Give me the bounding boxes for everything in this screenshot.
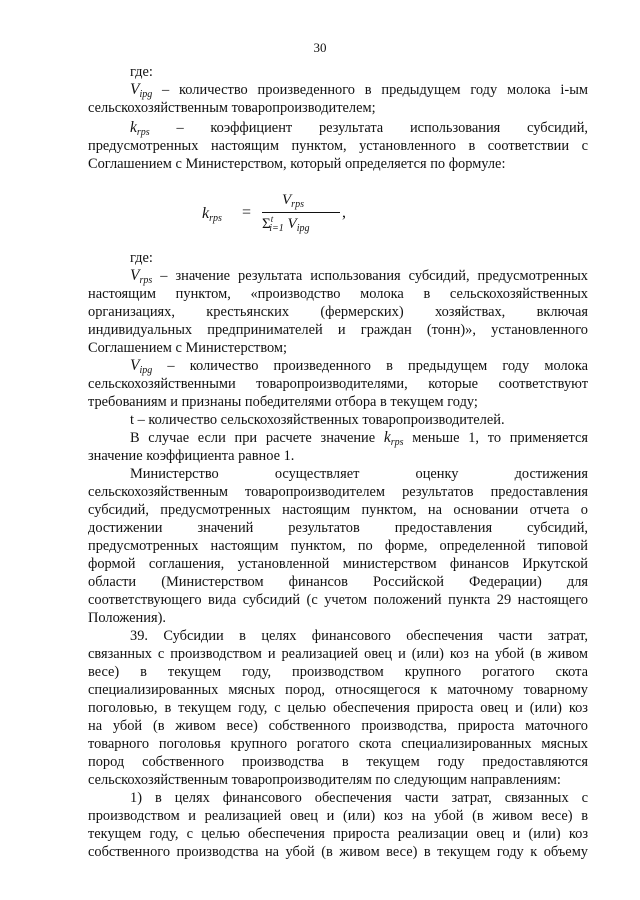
formula-lhs: $k_{rps}$ [202, 205, 222, 224]
text-line: пород собственного производства в текущем году предоставляются [88, 754, 588, 770]
text-line: предусмотренных настоящим пунктом, установленного в соответствии с [88, 138, 588, 154]
text-line: области (Министерством финансов Российской Федерации) для [88, 574, 588, 590]
formula-numerator: $V_{rps}$ [282, 192, 304, 210]
text-line: связанных с производством и реализацией овец и (или) коз на убой (в живом [88, 646, 588, 662]
formula-equals: = [242, 204, 252, 221]
text-line: 1) в целях финансового обеспечения части затрат, связанных с [130, 790, 588, 806]
text-line: $V_{ipg}$ – количество произведенного в предыдущем году молока [130, 357, 588, 376]
text-line: 39. Субсидии в целях финансового обеспечения части затрат, [130, 628, 588, 644]
text-line: Соглашением с Министерством, который определяется по формуле: [88, 156, 506, 172]
text-line: $V_{ipg}$ – количество произведенного в предыдущем году молока i-ым [130, 81, 588, 100]
text-line: Положения). [88, 610, 166, 626]
text-line: формой соглашения, установленной министерством финансов Иркутской [88, 556, 588, 572]
text-line: Министерство осуществляет оценку достижения [130, 466, 588, 482]
text-line: t – количество сельскохозяйственных товаропроизводителей. [130, 412, 505, 428]
formula-comma: , [342, 204, 346, 221]
text-line: сельскохозяйственным товаропроизводителем; [88, 100, 376, 116]
formula-denominator: $\Sigma^t_{i=1}$ $V_{ipg}$ [262, 214, 310, 234]
text-line: $V_{rps}$ – значение результата использования субсидий, предусмотренных [130, 267, 588, 286]
text-line: на убой (в живом весе) собственного производства, прироста маточного [88, 718, 588, 734]
text-line: производством и реализацией овец и (или) коз на убой (в живом весе) в [88, 808, 588, 824]
text-line: значение коэффициента равное 1. [88, 448, 295, 464]
text-line: текущем году, с целью обеспечения прироста реализации овец и (или) коз [88, 826, 588, 842]
text-line: товарного поголовья крупного рогатого скота специализированных мясных [88, 736, 588, 752]
text-line: сельскохозяйственным товаропроизводителям по следующим направлениям: [88, 772, 561, 788]
text-line: индивидуальных предпринимателей и граждан (тонн)», установленного [88, 322, 588, 338]
text-line: где: [130, 64, 153, 80]
text-line: собственного производства на убой (в живом весе) в текущем году к объему [88, 844, 588, 860]
text-line: организациях, крестьянских (фермерских) хозяйствах, включая [88, 304, 588, 320]
text-line: сельскохозяйственными товаропроизводителями, которые соответствуют [88, 376, 588, 392]
formula-k-rps [160, 192, 400, 238]
text-line: достижении значений результатов предоставления субсидий, [88, 520, 588, 536]
text-line: поголовью, в текущем году, с целью обеспечения прироста овец и (или) коз [88, 700, 588, 716]
text-line: $k_{rps}$ – коэффициент результата использования субсидий, [130, 119, 588, 138]
text-line: В случае если при расчете значение $k_{rps}$ меньше 1, то применяется [130, 429, 588, 448]
text-line: специализированных мясных пород, относящегося к маточному товарному [88, 682, 588, 698]
fraction-bar [262, 212, 340, 213]
text-line: требованиям и признаны победителями отбора в текущем году; [88, 394, 478, 410]
text-line: соответствующего вида субсидий (с учетом положений пункта 29 настоящего [88, 592, 588, 608]
page-number: 30 [313, 40, 327, 55]
text-line: настоящим пунктом, «производство молока в сельскохозяйственных [88, 286, 588, 302]
text-line: предусмотренных настоящим пунктом, по форме, определенной типовой [88, 538, 588, 554]
text-line: где: [130, 250, 153, 266]
text-line: субсидий, предусмотренных настоящим пунктом, на основании отчета о [88, 502, 588, 518]
text-line: сельскохозяйственным товаропроизводителем результатов предоставления [88, 484, 588, 500]
text-line: весе) в текущем году, производством крупного рогатого скота [88, 664, 588, 680]
text-line: Соглашением с Министерством; [88, 340, 288, 356]
